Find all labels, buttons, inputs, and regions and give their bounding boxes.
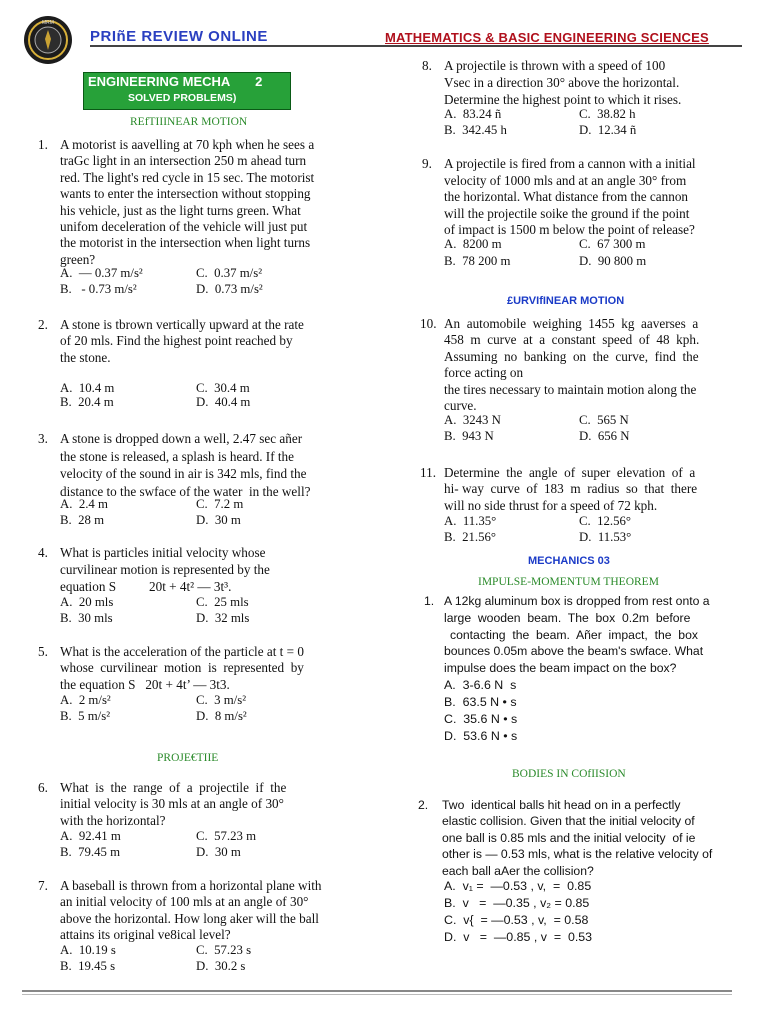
question-text-line: large wooden beam. The box 0.2m before bbox=[444, 610, 691, 625]
question-number: 3. bbox=[38, 431, 48, 446]
question-text-line: Two identical balls hit head on in a perfectly bbox=[442, 798, 681, 812]
question-text-line: of 20 mls. Find the highest point reached by bbox=[60, 333, 293, 349]
question-text-line: velocity of 1000 mls and at an angle 30° from bbox=[444, 172, 687, 188]
answer-choice: B. 19.45 s bbox=[60, 959, 116, 974]
answer-choice: A. 83.24 ñ bbox=[444, 107, 502, 121]
question-text-line: Assuming no banking on the curve, find the bbox=[444, 348, 699, 364]
question-text-line: A stone is dropped down a well, 2.47 sec añer bbox=[60, 431, 303, 446]
question-number: 1. bbox=[38, 137, 48, 152]
answer-choice: C. 38.82 h bbox=[579, 107, 636, 121]
question-number: 5. bbox=[38, 644, 48, 659]
question-text-line: one ball is 0.85 mls and the initial velocity of ie bbox=[442, 830, 696, 845]
answer-choice: A. 10.19 s bbox=[60, 943, 116, 957]
question-number: 1. bbox=[424, 594, 435, 608]
question-text-line: equation S 20t + 4t² — 3t³. bbox=[60, 578, 232, 594]
question-text-line: bounces 0.05m above the beam's swface. What bbox=[444, 644, 704, 659]
question-text-line: will no side thrust for a speed of 72 kph. bbox=[444, 497, 658, 513]
question-text-line: curvilinear motion is represented by the bbox=[60, 561, 270, 577]
question-text-line: unifom deceleration of the vehicle will just put bbox=[60, 219, 308, 234]
answer-choice: D. 40.4 m bbox=[196, 395, 251, 409]
question-text-line: curve. bbox=[444, 398, 477, 413]
answer-choice: B. 79.45 m bbox=[60, 845, 121, 860]
question-text-line: green? bbox=[60, 251, 96, 267]
question-text-line: other is — 0.53 mls, what is the relative velocity of bbox=[442, 847, 713, 862]
answer-choice: D. 30 m bbox=[196, 513, 241, 527]
question-number: 2. bbox=[418, 798, 429, 812]
brand-title: PRIñE REVIEW ONLINE bbox=[90, 28, 268, 45]
answer-choice: B. 342.45 h bbox=[444, 123, 507, 137]
answer-choice: B. 78 200 m bbox=[444, 253, 511, 268]
answer-choice: A. 2 m/s² bbox=[60, 693, 111, 707]
title-box-title: ENGINEERING MECHA 2 bbox=[88, 74, 263, 89]
answer-choice: D. 8 m/s² bbox=[196, 709, 247, 723]
answer-choice: B. 5 m/s² bbox=[60, 709, 111, 723]
answer-choice: C. 57.23 m bbox=[196, 829, 257, 843]
question-text-line: the stone is released, a splash is heard. If the bbox=[60, 448, 295, 464]
question-number: 7. bbox=[38, 878, 48, 893]
answer-choice: D. 32 mls bbox=[196, 611, 250, 625]
answer-choice: D. v = —0.85 , v = 0.53 bbox=[444, 930, 593, 944]
section-bodies: BODIES IN COfIISION bbox=[512, 768, 626, 780]
answer-choice: C. 57.23 s bbox=[196, 943, 252, 957]
question-number: 10. bbox=[420, 316, 437, 331]
answer-choice: C. 67 300 m bbox=[579, 237, 646, 251]
answer-choice: B. 63.5 N • s bbox=[444, 695, 517, 709]
question-text-line: What is the acceleration of the particle at t = 0 bbox=[60, 644, 304, 659]
answer-choice: D. 90 800 m bbox=[579, 253, 647, 268]
question-text-line: attains its original ve8ical level? bbox=[60, 927, 231, 943]
answer-choice: B. 28 m bbox=[60, 513, 105, 527]
question-text-line: A 12kg aluminum box is dropped from rest onto a bbox=[444, 594, 710, 608]
answer-choice: C. 7.2 m bbox=[196, 497, 244, 511]
section-curvilinear: £URVIfINEAR MOTION bbox=[507, 295, 625, 307]
question-text-line: the tires necessary to maintain motion along the bbox=[444, 381, 697, 397]
answer-choice: A. 3-6.6 N s bbox=[444, 678, 517, 692]
question-text-line: impulse does the beam impact on the box? bbox=[444, 661, 677, 676]
question-text-line: of impact is 1500 m below the point of release? bbox=[444, 222, 695, 238]
question-text-line: hi- way curve of 183 m radius so that there bbox=[444, 481, 698, 497]
question-text-line: 458 m curve at a constant speed of 48 kph. bbox=[444, 332, 700, 348]
question-text-line: red. The light's red cycle in 15 sec. The motorist bbox=[60, 169, 315, 185]
answer-choice: B. v = —0.35 , v₂ = 0.85 bbox=[444, 896, 590, 910]
question-text-line: will the projectile soike the ground if the point bbox=[444, 205, 690, 221]
answer-choice: D. 30 m bbox=[196, 845, 241, 860]
question-text-line: above the horizontal. How long aker will the ball bbox=[60, 910, 319, 926]
answer-choice: D. 11.53° bbox=[579, 530, 632, 545]
answer-choice: A. 2.4 m bbox=[60, 497, 108, 511]
answer-choice: D. 656 N bbox=[579, 429, 630, 444]
answer-choice: A. 20 mls bbox=[60, 595, 114, 609]
question-text-line: contacting the beam. Añer impact, the box bbox=[450, 627, 698, 642]
answer-choice: C. 25 mls bbox=[196, 595, 249, 609]
question-text-line: A baseball is thrown from a horizontal plane with bbox=[60, 878, 322, 893]
question-text-line: traGc light in an intersection 250 m ahead turn bbox=[60, 153, 307, 169]
subject-title: MATHEMATICS & BASIC ENGINEERING SCIENCES bbox=[385, 30, 709, 45]
answer-choice: A. 11.35° bbox=[444, 514, 497, 528]
answer-choice: A. 10.4 m bbox=[60, 381, 115, 395]
question-text-line: What is the range of a projectile if the bbox=[60, 780, 287, 795]
question-text-line: the horizontal. What distance from the cannon bbox=[444, 189, 689, 205]
question-text-line: Vsec in a direction 30° above the horizontal. bbox=[444, 75, 680, 90]
question-text-line: wants to enter the intersection without stopping bbox=[60, 186, 311, 202]
answer-choice: A. v₁ = —0.53 , v, = 0.85 bbox=[444, 879, 592, 893]
question-text-line: elastic collision. Given that the initial velocity of bbox=[442, 814, 695, 829]
footer-divider-thin bbox=[22, 994, 732, 995]
seal-logo-icon bbox=[22, 14, 74, 66]
question-number: 9. bbox=[422, 156, 432, 171]
header-divider bbox=[90, 45, 742, 47]
section-mechanics03: MECHANICS 03 bbox=[528, 555, 610, 567]
answer-choice: A. 92.41 m bbox=[60, 829, 121, 843]
question-text-line: Determine the highest point to which it rises. bbox=[444, 92, 682, 107]
question-text-line: A projectile is thrown with a speed of 100 bbox=[444, 58, 666, 73]
question-text-line: the equation S 20t + 4t’ — 3t3. bbox=[60, 676, 230, 692]
answer-choice: C. 3 m/s² bbox=[196, 693, 247, 707]
question-text-line: each ball aAer the collision? bbox=[442, 863, 594, 878]
section-projectile: PROJE€TIIE bbox=[157, 752, 219, 764]
answer-choice: C. 35.6 N • s bbox=[444, 712, 518, 726]
answer-choice: B. 30 mls bbox=[60, 611, 113, 625]
answer-choice: C. 0.37 m/s² bbox=[196, 266, 263, 280]
question-text-line: A stone is tbrown vertically upward at the rate bbox=[60, 317, 304, 332]
section-impulse: IMPULSE-MOMENTUM THEOREM bbox=[478, 576, 659, 588]
answer-choice: B. - 0.73 m/s² bbox=[60, 282, 137, 297]
question-text-line: an initial velocity of 100 mls at an angle of 30° bbox=[60, 894, 309, 910]
answer-choice: D. 30.2 s bbox=[196, 959, 246, 974]
question-text-line: A projectile is fired from a cannon with a initial bbox=[444, 156, 696, 171]
answer-choice: A. 8200 m bbox=[444, 237, 502, 251]
question-number: 8. bbox=[422, 58, 432, 73]
answer-choice: B. 21.56° bbox=[444, 530, 497, 545]
title-box-subtitle: SOLVED PROBLEMS) bbox=[128, 92, 237, 104]
question-text-line: force acting on bbox=[444, 365, 524, 381]
question-number: 11. bbox=[420, 465, 436, 480]
answer-choice: A. — 0.37 m/s² bbox=[60, 266, 143, 280]
question-text-line: velocity of the sound in air is 342 mls, find the bbox=[60, 466, 307, 482]
section-rectilinear: REfTIIINEAR MOTION bbox=[130, 116, 248, 128]
question-text-line: with the horizontal? bbox=[60, 812, 166, 828]
footer-divider bbox=[22, 990, 732, 992]
answer-choice: C. 30.4 m bbox=[196, 381, 250, 395]
answer-choice: B. 943 N bbox=[444, 429, 494, 444]
question-text-line: the stone. bbox=[60, 349, 111, 365]
question-text-line: his vehicle, just as the light turns green. What bbox=[60, 202, 301, 218]
answer-choice: D. 0.73 m/s² bbox=[196, 282, 263, 297]
question-text-line: initial velocity is 30 mls at an angle of 30° bbox=[60, 796, 284, 812]
answer-choice: C. 12.56° bbox=[579, 514, 632, 528]
question-number: 6. bbox=[38, 780, 48, 795]
answer-choice: D. 12.34 ñ bbox=[579, 123, 637, 137]
question-text-line: What is particles initial velocity whose bbox=[60, 545, 266, 560]
question-text-line: the motorist in the intersection when light turns bbox=[60, 235, 311, 251]
question-text-line: A motorist is aavelling at 70 kph when he sees a bbox=[60, 137, 315, 152]
answer-choice: C. v{ = —0.53 , v, = 0.58 bbox=[444, 913, 589, 927]
question-text-line: whose curvilinear motion is represented by bbox=[60, 660, 304, 676]
question-number: 2. bbox=[38, 317, 48, 332]
question-text-line: Determine the angle of super elevation of a bbox=[444, 465, 696, 480]
answer-choice: C. 565 N bbox=[579, 413, 629, 427]
question-text-line: distance to the swface of the water in the well? bbox=[60, 483, 311, 499]
answer-choice: B. 20.4 m bbox=[60, 395, 114, 409]
answer-choice: A. 3243 N bbox=[444, 413, 501, 427]
answer-choice: D. 53.6 N • s bbox=[444, 729, 518, 743]
question-text-line: An automobile weighing 1455 kg aaverses a bbox=[444, 316, 699, 331]
seal-text: MRM bbox=[42, 20, 54, 26]
question-number: 4. bbox=[38, 545, 48, 560]
